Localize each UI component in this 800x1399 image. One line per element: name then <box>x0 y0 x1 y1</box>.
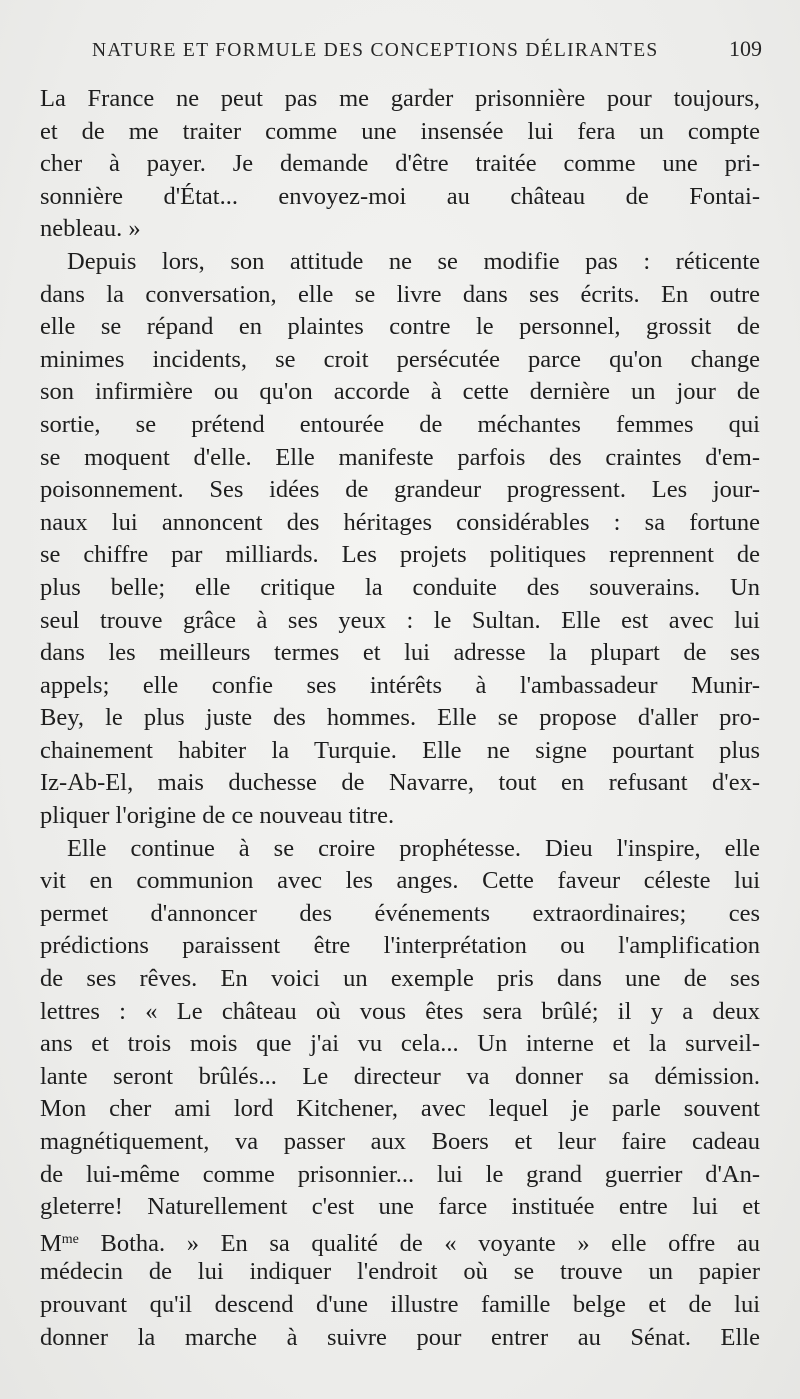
text-line: se moquent d'elle. Elle manifeste parfois des craintes d'em- <box>40 443 760 471</box>
running-title: NATURE ET FORMULE DES CONCEPTIONS DÉLIRANTES <box>92 40 659 61</box>
text-line: se chiffre par milliards. Les projets politiques reprennent de <box>40 541 760 569</box>
text-line: et de me traiter comme une insensée lui fera un compte <box>40 117 760 145</box>
text-line: de lui-même comme prisonnier... lui le grand guerrier d'An- <box>40 1160 760 1188</box>
text-line-rest: Botha. » En sa qualité de « voyante » elle offre au <box>100 1229 760 1257</box>
text-line: prédictions paraissent être l'interprétation ou l'amplification <box>40 932 760 960</box>
text-line: magnétiquement, va passer aux Boers et leur faire cadeau <box>40 1128 760 1155</box>
text-line: La France ne peut pas me garder prisonnière pour toujours, <box>40 85 760 112</box>
text-line: médecin de lui indiquer l'endroit où se trouve un papier <box>40 1258 760 1286</box>
text-line: poisonnement. Ses idées de grandeur progressent. Les jour- <box>40 476 760 504</box>
text-line-with-honorific <box>40 1224 760 1257</box>
text-line: lante seront brûlés... Le directeur va donner sa démission. <box>40 1062 760 1090</box>
text-line: Mon cher ami lord Kitchener, avec lequel je parle souvent <box>40 1095 760 1123</box>
paragraph-start-line: Elle continue à se croire prophétesse. Dieu l'inspire, elle <box>67 834 760 862</box>
text-line: cher à payer. Je demande d'être traitée comme une pri- <box>40 150 760 178</box>
honorific-base: M <box>40 1229 62 1257</box>
text-line: Bey, le plus juste des hommes. Elle se propose d'aller pro- <box>40 704 760 732</box>
text-line: de ses rêves. En voici un exemple pris dans une de ses <box>40 965 760 993</box>
text-line: lettres : « Le château où vous êtes sera brûlé; il y a deux <box>40 997 760 1025</box>
running-head <box>92 36 762 64</box>
text-line: appels; elle confie ses intérêts à l'ambassadeur Munir- <box>40 671 760 699</box>
paragraph-start-line: Depuis lors, son attitude ne se modifie pas : réticente <box>67 247 760 275</box>
text-line: minimes incidents, se croit persécutée parce qu'on change <box>40 345 760 373</box>
text-line: donner la marche à suivre pour entrer au Sénat. Elle <box>40 1323 760 1351</box>
text-line: sonnière d'État... envoyez-moi au château de Fontai- <box>40 182 760 210</box>
text-line: son infirmière ou qu'on accorde à cette dernière un jour de <box>40 378 760 406</box>
text-line: prouvant qu'il descend d'une illustre famille belge et de lui <box>40 1290 760 1318</box>
honorific <box>40 1230 79 1257</box>
text-line: Iz-Ab-El, mais duchesse de Navarre, tout en refusant d'ex- <box>40 769 760 797</box>
text-line: pliquer l'origine de ce nouveau titre. <box>40 802 395 830</box>
text-line: plus belle; elle critique la conduite des souverains. Un <box>40 573 760 601</box>
text-line: nebleau. » <box>40 215 141 243</box>
text-line: sortie, se prétend entourée de méchantes femmes qui <box>40 410 760 438</box>
text-line: naux lui annoncent des héritages considérables : sa fortune <box>40 508 760 536</box>
body-text <box>40 83 760 1354</box>
text-line: vit en communion avec les anges. Cette faveur céleste lui <box>40 867 760 895</box>
text-line: chainement habiter la Turquie. Elle ne signe pourtant plus <box>40 736 760 764</box>
text-line: elle se répand en plaintes contre le personnel, grossit de <box>40 313 760 341</box>
text-line: permet d'annoncer des événements extraordinaires; ces <box>40 899 760 927</box>
text-line: dans la conversation, elle se livre dans ses écrits. En outre <box>40 280 760 308</box>
text-line: ans et trois mois que j'ai vu cela... Un interne et la surveil- <box>40 1030 760 1058</box>
honorific-superscript: me <box>61 1231 79 1247</box>
text-line: gleterre! Naturellement c'est une farce instituée entre lui et <box>40 1193 760 1221</box>
text-line: seul trouve grâce à ses yeux : le Sultan. Elle est avec lui <box>40 606 760 634</box>
page-number: 109 <box>729 36 762 61</box>
text-line: dans les meilleurs termes et lui adresse la plupart de ses <box>40 639 760 667</box>
